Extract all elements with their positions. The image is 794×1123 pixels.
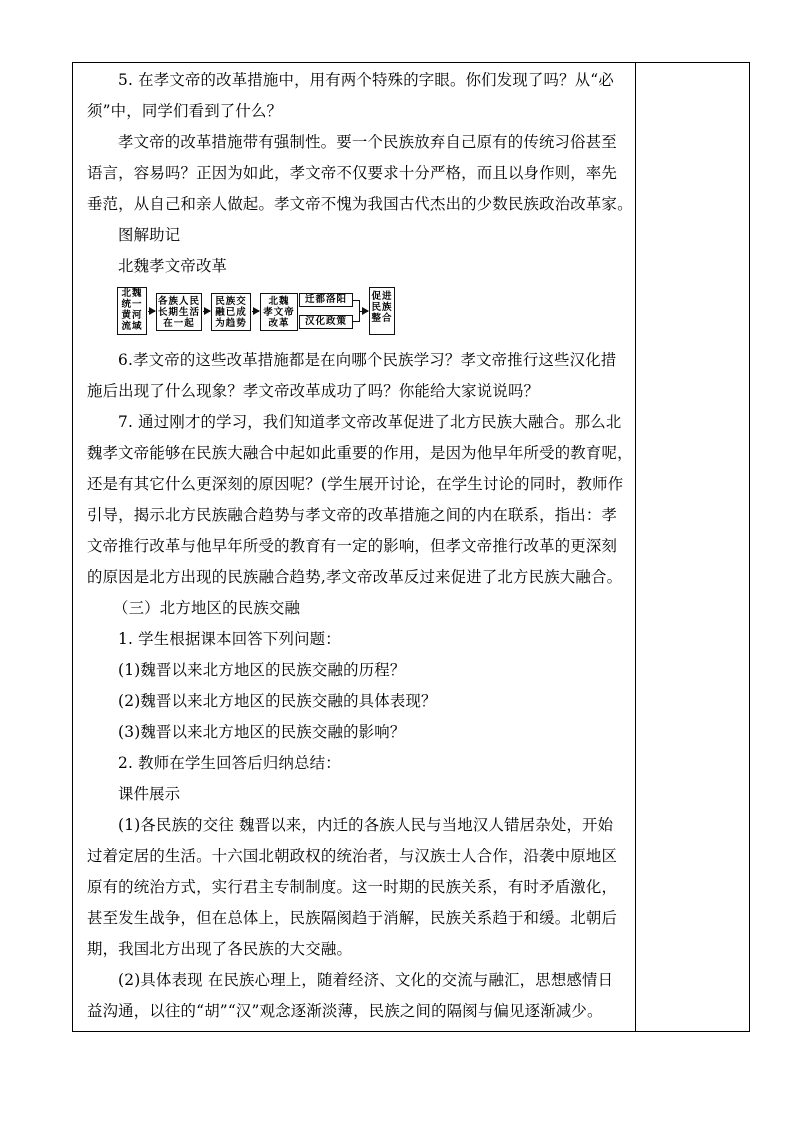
column-divider	[635, 63, 636, 1031]
summary-1-line3: 原有的统治方式，实行君主专制制度。这一时期的民族关系，有时矛盾激化，	[87, 878, 618, 896]
flow-box-integration: 促进 民族 整合	[369, 287, 395, 335]
answer-5-line1: 孝文帝的改革措施带有强制性。要一个民族放弃自己原有的传统习俗甚至	[118, 133, 617, 151]
flow-box-live-together: 各族人民 长期生活 在一起	[156, 293, 202, 331]
question-7-line4: 引导，揭示北方民族融合趋势与孝文帝的改革措施之间的内在联系，指出：孝	[87, 506, 618, 524]
task-2: 2. 教师在学生回答后归纳总结：	[118, 754, 341, 772]
question-7-line5: 文帝推行改革与他早年所受的教育有一定的影响，但孝文帝推行改革的更深刻	[87, 537, 618, 555]
answer-5-line2: 语言，容易吗？正因为如此，孝文帝不仅要求十分严格，而且以身作则，率先	[87, 164, 618, 182]
courseware-label: 课件展示	[118, 785, 181, 803]
diagram-heading: 图解助记	[118, 226, 181, 244]
summary-1-line4: 甚至发生战争，但在总体上，民族隔阂趋于消解，民族关系趋于和缓。北朝后	[87, 909, 618, 927]
question-7-line1: 7. 通过刚才的学习，我们知道孝文帝改革促进了北方民族大融合。那么北	[118, 413, 622, 431]
answer-5-line3: 垂范，从自己和亲人做起。孝文帝不愧为我国古代杰出的少数民族政治改革家。	[87, 195, 633, 213]
task-1-question-1: (1)魏晋以来北方地区的民族交融的历程？	[118, 661, 406, 679]
task-1-question-2: (2)魏晋以来北方地区的民族交融的具体表现？	[118, 692, 437, 710]
summary-2-line2: 益沟通，以往的“胡”“汉”观念逐渐淡薄，民族之间的隔阂与偏见逐渐减少。	[87, 1002, 603, 1020]
summary-1-line1: (1)各民族的交往 魏晋以来，内迁的各族人民与当地汉人错居杂处，开始	[118, 816, 614, 834]
task-1-question-3: (3)魏晋以来北方地区的民族交融的影响？	[118, 723, 406, 741]
flow-branch-sinicization: 汉化政策	[299, 315, 353, 329]
task-1: 1. 学生根据课本回答下列问题：	[118, 630, 341, 648]
question-6-line2: 施后出现了什么现象？孝文帝改革成功了吗？你能给大家说说吗？	[87, 382, 540, 400]
diagram-title: 北魏孝文帝改革	[118, 257, 228, 275]
flow-box-unify: 北魏 统一 黄河 流域	[117, 287, 147, 335]
flow-box-reform: 北魏 孝文帝 改革	[260, 293, 298, 331]
question-7-line3: 还是有其它什么更深刻的原因呢？(学生展开讨论，在学生讨论的同时，教师作	[87, 475, 624, 493]
flow-brace	[353, 300, 360, 322]
question-5-line1: 5. 在孝文帝的改革措施中，用有两个特殊的字眼。你们发现了吗？从“必	[118, 71, 614, 89]
flow-arrow	[252, 311, 259, 312]
summary-1-line2: 过着定居的生活。十六国北朝政权的统治者，与汉族士人合作，沿袭中原地区	[87, 847, 618, 865]
reform-flow-diagram	[117, 287, 447, 335]
summary-2-line1: (2)具体表现 在民族心理上，随着经济、文化的交流与融汇，思想感情日	[118, 971, 614, 989]
question-7-line6: 的原因是北方出现的民族融合趋势,孝文帝改革反过来促进了北方民族大融合。	[87, 568, 623, 586]
flow-branch-relocate-capital: 迁都洛阳	[299, 293, 353, 307]
flow-box-trend: 民族交 融已成 为趋势	[211, 293, 251, 331]
flow-arrow	[360, 311, 368, 312]
lesson-table	[72, 62, 750, 1032]
question-7-line2: 魏孝文帝能够在民族大融合中起如此重要的作用，是因为他早年所受的教育呢，	[87, 444, 633, 462]
question-5-line2: 须”中，同学们看到了什么？	[87, 102, 283, 120]
flow-arrow	[148, 311, 155, 312]
section-3-heading: （三）北方地区的民族交融	[113, 599, 301, 617]
question-6-line1: 6.孝文帝的这些改革措施都是在向哪个民族学习？孝文帝推行这些汉化措	[118, 351, 617, 369]
summary-1-line5: 期，我国北方出现了各民族的大交融。	[87, 940, 353, 958]
flow-arrow	[203, 311, 210, 312]
